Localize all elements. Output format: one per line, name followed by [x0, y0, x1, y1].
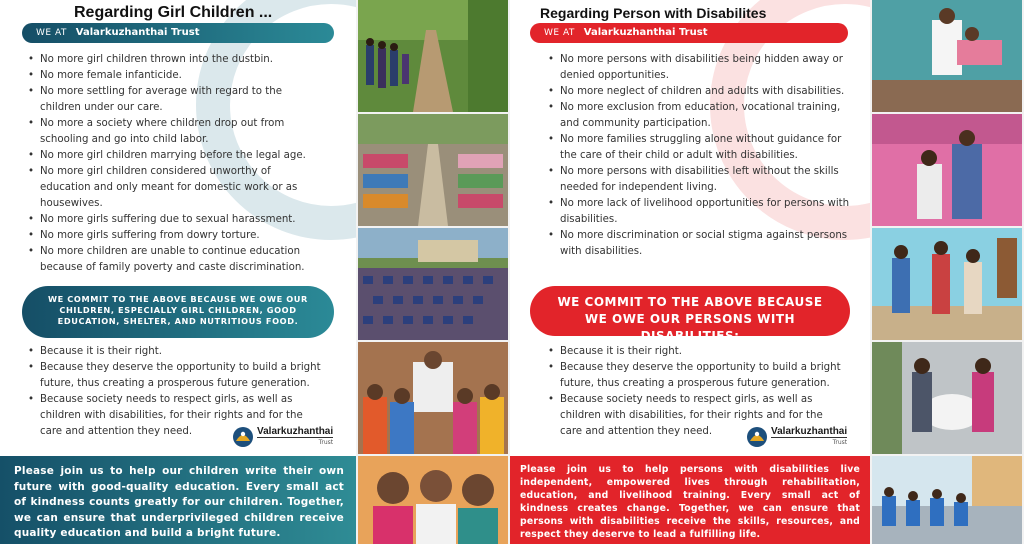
- list-item: • Because society needs to respect girls, as well as children with disabilities, for their rights and for the care and attention they need.: [28, 392, 328, 440]
- commit-banner: WE COMMIT TO THE ABOVE BECAUSE WE OWE OUR PERSONS WITH DISABILITIES:: [530, 286, 850, 336]
- logo-subtitle: Trust: [771, 437, 847, 448]
- girl-commitments-list: [28, 52, 323, 276]
- list-item: • No more families struggling alone without guidance for the care of their child or adult with disabilities.: [548, 132, 854, 164]
- teacher-student-photo: [872, 114, 1022, 226]
- children-with-elder-photo: [358, 342, 508, 454]
- list-item: • Because society needs to respect girls, as well as children with disabilities, for their rights and for the care and attention they need.: [548, 392, 848, 440]
- list-item: • No more lack of livelihood opportunities for persons with disabilities.: [548, 196, 854, 228]
- disability-appeal-footer: Please join us to help persons with disabilities live independent, empowered lives through rehabilitation, education, and livelihood training. Every small act of kindness creates change. Together, we can ensure that persons with disabilities receive the skills, resources, and respect they deserve to lead a fulfilling life.: [510, 456, 870, 544]
- girl-children-title: Regarding Girl Children ...: [74, 4, 273, 21]
- list-item: • No more female infanticide.: [28, 68, 323, 84]
- list-item: • Because they deserve the opportunity to build a bright future, thus creating a prosperous future generation.: [28, 360, 328, 392]
- girl-appeal-footer: Please join us to help our children write their own future with good-quality education. Every small act of kindness counts greatly for our children. Together, we can ensure that underprivileged children receive quality education and build a bright future.: [0, 456, 356, 544]
- list-item: • Because it is their right.: [28, 344, 328, 360]
- girl-photo-strip: [356, 0, 510, 544]
- therapy-session-photo: [872, 0, 1022, 112]
- smiling-girls-photo: [358, 456, 508, 544]
- we-at-banner: [22, 23, 334, 43]
- classroom-exercise-photo: [872, 228, 1022, 340]
- animal-care-photo: [872, 342, 1022, 454]
- list-item: • No more girl children thrown into the dustbin.: [28, 52, 323, 68]
- list-item: • No more discrimination or social stigma against persons with disabilities.: [548, 228, 854, 260]
- girl-children-panel: [0, 0, 356, 544]
- org-name: Valarkuzhanthai Trust: [583, 27, 708, 38]
- list-item: • No more settling for average with regard to the children under our care.: [28, 84, 323, 116]
- activity-room-photo: [872, 456, 1022, 544]
- disabilities-title: Regarding Person with Disabilites: [540, 5, 767, 21]
- we-at-label: WE AT: [36, 28, 67, 38]
- trust-logo-icon: [746, 426, 768, 448]
- trust-logo: [232, 426, 333, 448]
- commit-banner: WE COMMIT TO THE ABOVE BECAUSE WE OWE OUR CHILDREN, ESPECIALLY GIRL CHILDREN, GOOD EDUCATION, SHELTER, AND NUTRITIOUS FOOD.: [22, 286, 334, 338]
- disability-photo-strip: [870, 0, 1024, 544]
- list-item: • Because they deserve the opportunity to build a bright future, thus creating a prosperous future generation.: [548, 360, 848, 392]
- list-item: • No more exclusion from education, vocational training, and community participation.: [548, 100, 854, 132]
- disabilities-panel: [510, 0, 870, 544]
- list-item: • No more persons with disabilities left without the skills needed for independent living.: [548, 164, 854, 196]
- trust-logo-icon: [232, 426, 254, 448]
- logo-subtitle: Trust: [257, 437, 333, 448]
- list-item: • No more girls suffering due to sexual harassment.: [28, 212, 323, 228]
- list-item: • No more neglect of children and adults with disabilities.: [548, 84, 854, 100]
- list-item: • No more a society where children drop out from schooling and go into child labor.: [28, 116, 323, 148]
- we-at-label: WE AT: [544, 28, 575, 38]
- list-item: • No more children are unable to continue education because of family poverty and caste discrimination.: [28, 244, 323, 276]
- school-assembly-photo: [358, 228, 508, 340]
- trust-logo: [746, 426, 847, 448]
- org-name: Valarkuzhanthai Trust: [75, 27, 200, 38]
- logo-name: Valarkuzhanthai: [257, 425, 334, 437]
- list-item: • No more girls suffering from dowry torture.: [28, 228, 323, 244]
- disability-commitments-list: [548, 52, 854, 260]
- we-at-banner: [530, 23, 848, 43]
- logo-name: Valarkuzhanthai: [771, 425, 848, 437]
- students-walking-photo: [358, 0, 508, 112]
- list-item: • No more persons with disabilities being hidden away or denied opportunities.: [548, 52, 854, 84]
- list-item: • No more girl children considered unworthy of education and only meant for domestic work or as housewives.: [28, 164, 323, 212]
- list-item: • No more girl children marrying before the legal age.: [28, 148, 323, 164]
- list-item: • Because it is their right.: [548, 344, 848, 360]
- children-meal-photo: [358, 114, 508, 226]
